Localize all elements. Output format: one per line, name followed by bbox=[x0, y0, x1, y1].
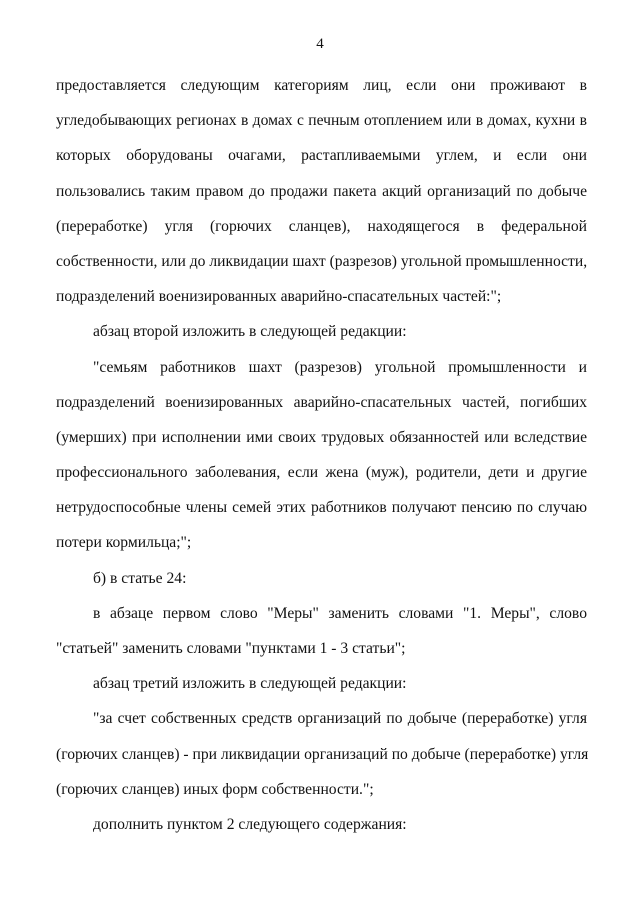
text-line: подразделений военизированных аварийно-спасательных частей, погибших bbox=[56, 393, 587, 411]
text-line: в абзаце первом слово "Меры" заменить словами "1. Меры", слово bbox=[93, 604, 587, 622]
text-line: "за счет собственных средств организаций по добыче (переработке) угля bbox=[93, 710, 587, 728]
text-line: (горючих сланцев) - при ликвидации организаций по добыче (переработке) угля bbox=[56, 745, 589, 763]
text-line: которых оборудованы очагами, растапливаемыми углем, и если они bbox=[56, 147, 587, 165]
text-line: дополнить пунктом 2 следующего содержания: bbox=[93, 815, 407, 833]
text-line: собственности, или до ликвидации шахт (разрезов) угольной промышленности, bbox=[56, 252, 588, 270]
text-line: профессионального заболевания, если жена (муж), родители, дети и другие bbox=[56, 464, 587, 482]
text-line: (переработке) угля (горючих сланцев), находящегося в федеральной bbox=[56, 217, 587, 235]
text-line: (горючих сланцев) иных форм собственности."; bbox=[56, 780, 374, 798]
text-line: (умерших) при исполнении ими своих трудовых обязанностей или вследствие bbox=[56, 428, 587, 446]
text-line: б) в статье 24: bbox=[93, 569, 187, 587]
text-line: подразделений военизированных аварийно-спасательных частей:"; bbox=[56, 288, 502, 306]
text-line: потери кормильца;"; bbox=[56, 534, 192, 552]
page-number: 4 bbox=[316, 36, 324, 52]
text-line: пользовались таким правом до продажи пакета акций организаций по добыче bbox=[56, 182, 587, 200]
text-line: предоставляется следующим категориям лиц, если они проживают в bbox=[56, 77, 587, 94]
text-line: "статьей" заменить словами "пунктами 1 - 3 статьи"; bbox=[56, 640, 406, 657]
text-line: абзац второй изложить в следующей редакции: bbox=[93, 323, 407, 341]
text-line: нетрудоспособные члены семей этих работников получают пенсию по случаю bbox=[56, 499, 587, 517]
text-line: "семьям работников шахт (разрезов) угольной промышленности и bbox=[93, 358, 587, 376]
text-line: угледобывающих регионах в домах с печным отоплением или в домах, кухни в bbox=[56, 112, 587, 130]
text-line: абзац третий изложить в следующей редакции: bbox=[93, 675, 407, 693]
document-body bbox=[56, 68, 587, 842]
